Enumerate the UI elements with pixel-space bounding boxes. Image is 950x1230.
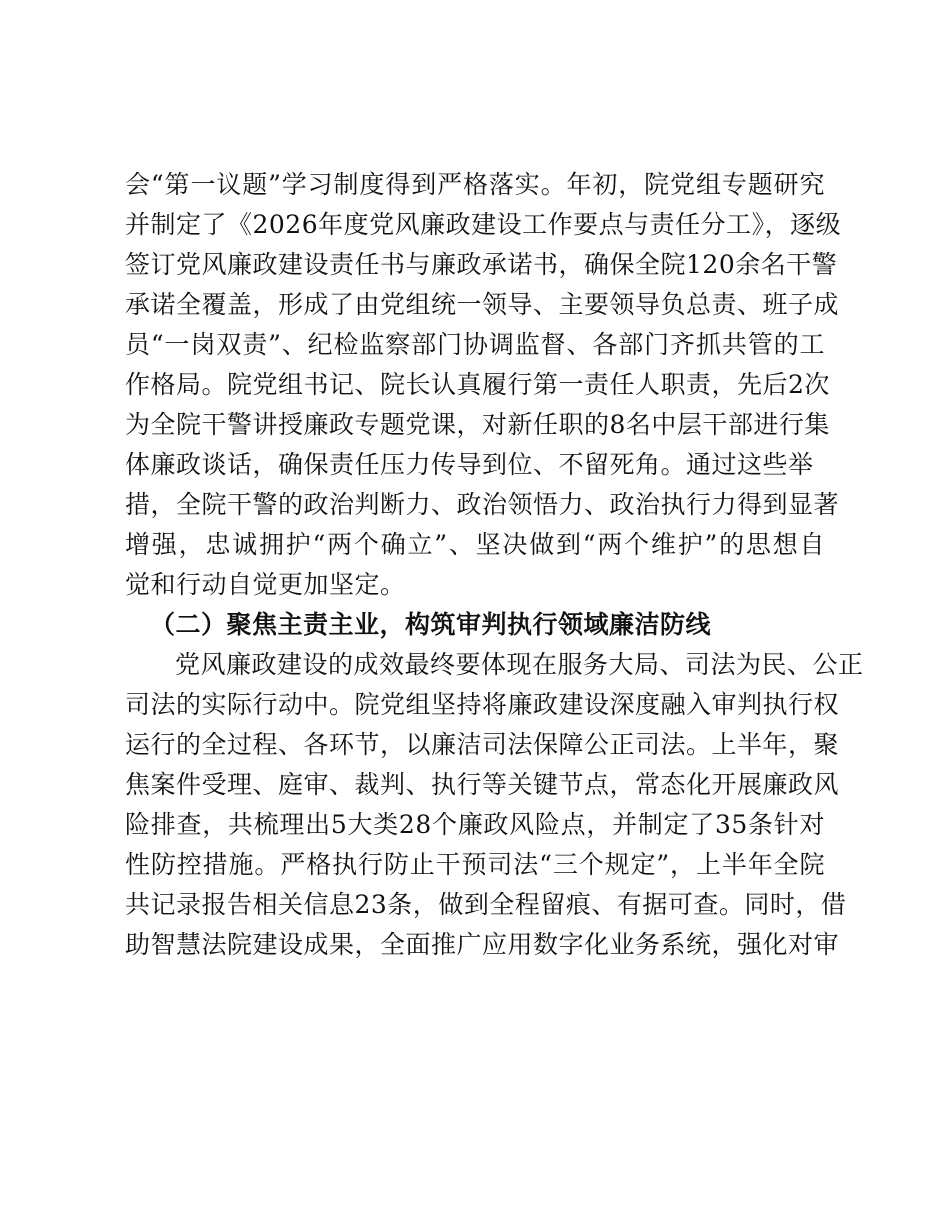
body-text-line: 并制定了《2026年度党风廉政建设工作要点与责任分工》，逐级 (125, 210, 842, 239)
body-text-line: 会“第一议题”学习制度得到严格落实。年初，院党组专题研究 (125, 170, 825, 199)
body-text-line: 觉和行动自觉更加坚定。 (125, 570, 406, 599)
body-text-line: 体廉政谈话，确保责任压力传导到位、不留死角。通过这些举 (125, 450, 814, 479)
body-text-line: 运行的全过程、各环节，以廉洁司法保障公正司法。上半年，聚 (125, 730, 840, 759)
body-text-line: 承诺全覆盖，形成了由党组统一领导、主要领导负总责、班子成 (125, 290, 840, 319)
body-text-line: 司法的实际行动中。院党组坚持将廉政建设深度融入审判执行权 (125, 690, 840, 719)
body-text-line: 共记录报告相关信息23条，做到全程留痕、有据可查。同时，借 (125, 890, 847, 919)
body-text-line: 签订党风廉政建设责任书与廉政承诺书，确保全院120余名干警 (125, 250, 838, 279)
body-text-line: 为全院干警讲授廉政专题党课，对新任职的8名中层干部进行集 (125, 410, 830, 439)
body-text-line: 员“一岗双责”、纪检监察部门协调监督、各部门齐抓共管的工 (125, 330, 825, 359)
body-text-line: 助智慧法院建设成果，全面推广应用数字化业务系统，强化对审 (125, 930, 840, 959)
section-heading: （二）聚焦主责主业，构筑审判执行领域廉洁防线 (150, 610, 712, 639)
body-text-line: 增强，忠诚拥护“两个确立”、坚决做到“两个维护”的思想自 (125, 530, 825, 559)
body-text-line: 措，全院干警的政治判断力、政治领悟力、政治执行力得到显著 (125, 490, 840, 519)
body-text-line: 作格局。院党组书记、院长认真履行第一责任人职责，先后2次 (125, 370, 830, 399)
body-text-line: 焦案件受理、庭审、裁判、执行等关键节点，常态化开展廉政风 (125, 770, 840, 799)
body-text-line: 险排查，共梳理出5大类28个廉政风险点，并制定了35条针对 (125, 810, 825, 839)
body-text-line: 性防控措施。严格执行防止干预司法“三个规定”，上半年全院 (125, 850, 825, 879)
paragraph-first-line: 党风廉政建设的成效最终要体现在服务大局、司法为民、公正 (175, 650, 864, 679)
